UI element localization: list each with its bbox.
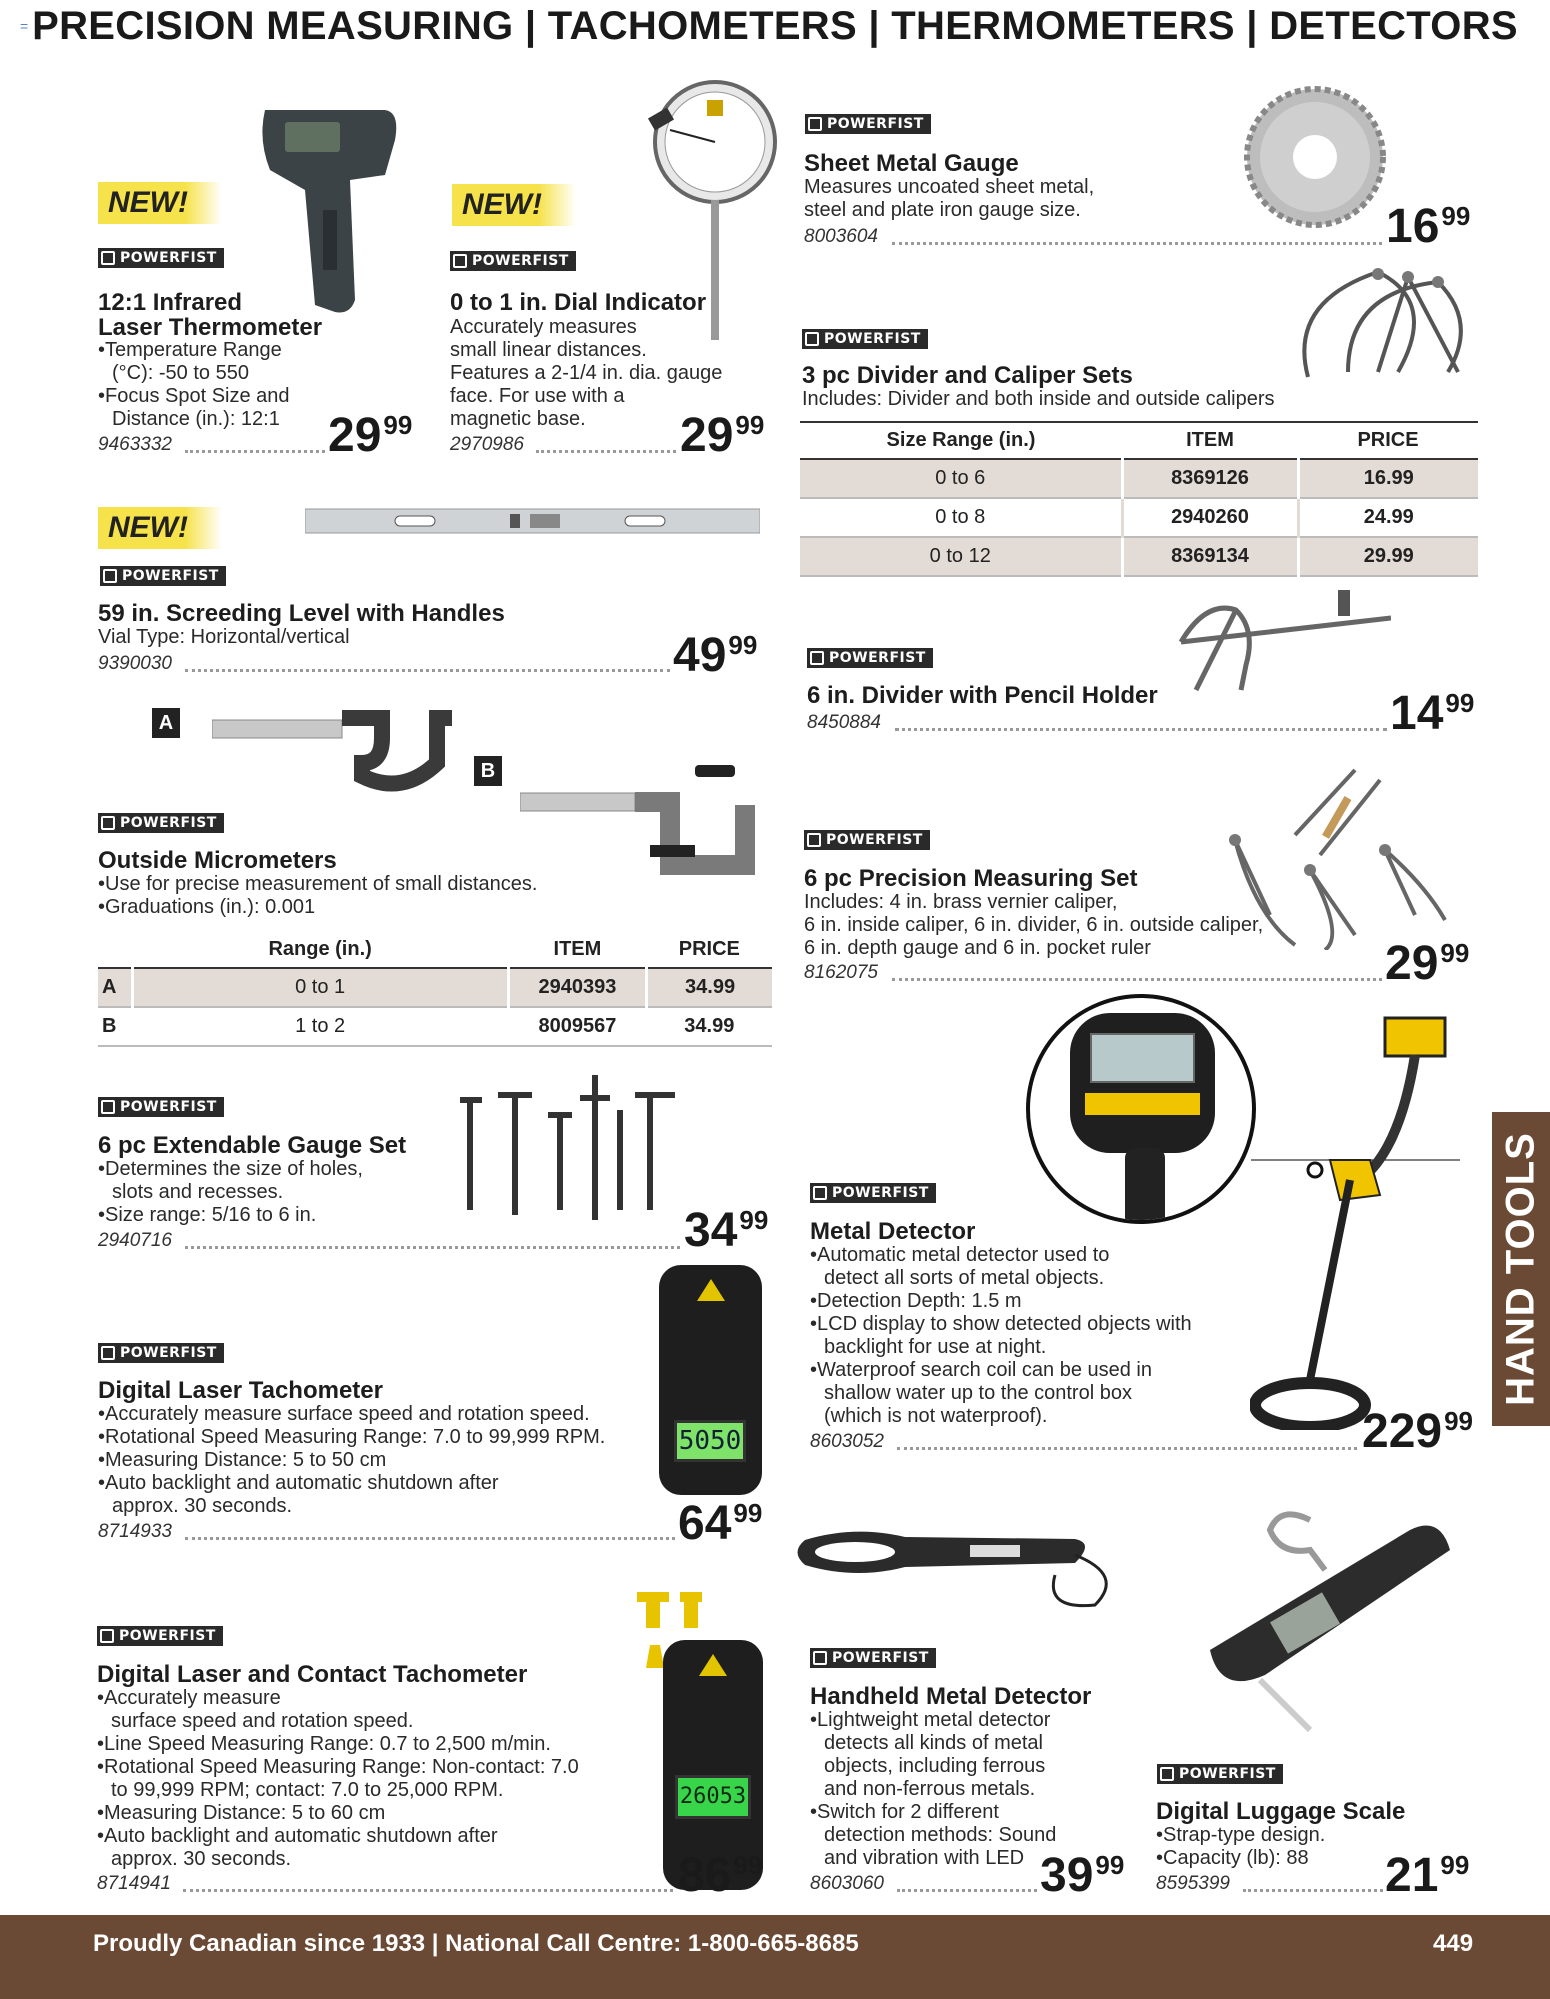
laser-warning-icon [699,1654,727,1676]
dot-leader [897,1447,1357,1450]
metal-detector-closeup [1026,994,1256,1224]
product-desc-caliper-sets: Includes: Divider and both inside and outside calipers [802,388,1275,410]
product-title-gauge-set: 6 pc Extendable Gauge Set [98,1132,407,1159]
product-title-precision-set: 6 pc Precision Measuring Set [804,865,1138,892]
price-contact-tachometer: $86^{99}$ [678,1849,763,1902]
sku-sheet-metal-gauge: 8003604 [804,226,878,247]
price-sheet-metal-gauge: $16^{99}$ [1386,200,1471,253]
product-title-metal-detector: Metal Detector [810,1218,976,1245]
powerfist-logo: POWERFIST [810,1183,936,1203]
dot-leader [185,669,670,672]
sku-contact-tachometer: 8714941 [97,1873,171,1894]
price-metal-detector: $229^{99}$ [1362,1405,1474,1458]
dot-leader [895,728,1387,731]
product-desc-gauge-set: •Determines the size of holes, slots and recesses. •Size range: 5/16 to 6 in. [98,1158,363,1226]
powerfist-logo: POWERFIST [98,1097,224,1117]
tachometer-display: 26053 [675,1775,751,1819]
product-title-laser-tachometer: Digital Laser Tachometer [98,1377,383,1404]
col-header-item: ITEM [508,932,646,968]
micrometers-table [98,932,772,1047]
dot-leader [1243,1889,1383,1892]
gauge-set-image [460,1070,685,1220]
product-desc-dial-indicator: Accurately measures small linear distances. Features a 2-1/4 in. dia. gauge face. For use with a magnetic base. [450,316,723,430]
sku-divider: 8450884 [807,712,881,733]
col-header-price: PRICE [647,932,772,968]
col-header-size-range: Size Range (in.) [800,422,1122,459]
dot-leader [897,1889,1037,1892]
dot-leader [536,450,676,453]
price-laser-tachometer: $64^{99}$ [678,1497,763,1550]
sku-dial-indicator: 2970986 [450,434,524,455]
dot-leader [892,242,1382,245]
dot-leader [185,1537,675,1540]
table-row: B 1 to 2 8009567 34.99 [98,1007,772,1046]
price-divider: $14^{99}$ [1390,687,1475,740]
sku-precision-set: 8162075 [804,962,878,983]
product-desc-micrometers: •Use for precise measurement of small distances. •Graduations (in.): 0.001 [98,873,538,918]
product-title-handheld-detector: Handheld Metal Detector [810,1683,1092,1710]
table-row: A 0 to 1 2940393 34.99 [98,968,772,1007]
sku-thermometer: 9463332 [98,434,172,455]
product-desc-precision-set: Includes: 4 in. brass vernier caliper, 6 in. inside caliper, 6 in. divider, 6 in. outside caliper, 6 in. depth gauge and 6 in. pocket ruler [804,891,1264,959]
divider-pencil-holder-image [1176,590,1391,695]
sku-laser-tachometer: 8714933 [98,1521,172,1542]
page-number: 449 [1433,1930,1474,1957]
powerfist-logo: POWERFIST [97,1626,223,1646]
dot-leader [185,450,325,453]
price-thermometer: $29^{99}$ [328,409,413,462]
table-row: 0 to 6 8369126 16.99 [800,459,1478,498]
table-row: 0 to 8 2940260 24.99 [800,498,1478,537]
product-title-screeding-level: 59 in. Screeding Level with Handles [98,600,505,627]
product-title-thermometer: 12:1 Infrared Laser Thermometer [98,289,323,341]
screeding-level-image [305,506,760,536]
product-title-caliper-sets: 3 pc Divider and Caliper Sets [802,362,1133,389]
laser-tachometer-image [659,1265,762,1495]
dot-leader [892,978,1382,981]
col-header-item: ITEM [1122,422,1298,459]
product-title-sheet-metal-gauge: Sheet Metal Gauge [804,150,1019,177]
price-handheld-detector: $39^{99}$ [1040,1849,1125,1902]
header-marker: = [20,18,29,34]
micrometer-a-image [212,708,452,798]
dot-leader [183,1889,673,1892]
col-header-range: Range (in.) [132,932,508,968]
sku-handheld-detector: 8603060 [810,1873,884,1894]
dot-leader [185,1246,680,1249]
product-desc-sheet-metal-gauge: Measures uncoated sheet metal, steel and plate iron gauge size. [804,176,1095,221]
new-badge: NEW! [98,507,222,549]
footer-text: Proudly Canadian since 1933 | National Call Centre: 1-800-665-8685 [93,1930,859,1957]
micrometer-b-image [520,765,760,880]
new-badge: NEW! [452,184,576,226]
powerfist-logo: POWERFIST [1157,1764,1283,1784]
powerfist-logo: POWERFIST [450,251,576,271]
price-gauge-set: $34^{99}$ [684,1204,769,1257]
sku-metal-detector: 8603052 [810,1431,884,1452]
product-desc-laser-tachometer: •Accurately measure surface speed and rotation speed. •Rotational Speed Measuring Range: 7.0 to 99,999 RPM. •Measuring Distance: 5 to 50 cm •Auto backlight and automatic shutdown after approx. 30 seconds. [98,1403,606,1517]
powerfist-logo: POWERFIST [98,248,224,268]
price-luggage-scale: $21^{99}$ [1385,1849,1470,1902]
product-desc-handheld-detector: •Lightweight metal detector detects all kinds of metal objects, including ferrous and non-ferrous metals. •Switch for 2 different detection methods: Sound and vibration with LED [810,1709,1057,1869]
sku-screeding-level: 9390030 [98,653,172,674]
powerfist-logo: POWERFIST [100,566,226,586]
product-title-dial-indicator: 0 to 1 in. Dial Indicator [450,289,707,316]
caliper-sets-table [800,421,1478,577]
product-title-micrometers: Outside Micrometers [98,847,337,874]
powerfist-logo: POWERFIST [805,114,931,134]
sku-gauge-set: 2940716 [98,1230,172,1251]
new-badge: NEW! [98,182,222,224]
page-title: PRECISION MEASURING | TACHOMETERS | THERMOMETERS | DETECTORS [32,4,1518,48]
product-title-luggage-scale: Digital Luggage Scale [1156,1798,1406,1825]
price-dial-indicator: $29^{99}$ [680,409,765,462]
product-desc-metal-detector: •Automatic metal detector used to detect all sorts of metal objects. •Detection Depth: 1.5 m •LCD display to show detected objects with backlight for use at night. •Waterproof search coil can be used in shallow water up to the control box (which is not waterproof). [810,1244,1192,1427]
product-desc-thermometer: •Temperature Range (°C): -50 to 550 •Focus Spot Size and Distance (in.): 12:1 [98,339,290,430]
table-row: 0 to 12 8369134 29.99 [800,537,1478,576]
powerfist-logo: POWERFIST [810,1648,936,1668]
product-desc-screeding-level: Vial Type: Horizontal/vertical [98,626,350,648]
powerfist-logo: POWERFIST [98,813,224,833]
sku-luggage-scale: 8595399 [1156,1873,1230,1894]
powerfist-logo: POWERFIST [802,329,928,349]
powerfist-logo: POWERFIST [98,1343,224,1363]
powerfist-logo: POWERFIST [804,830,930,850]
micrometer-a-label: A [152,708,180,738]
caliper-sets-image [1288,262,1478,382]
luggage-scale-image [1200,1510,1470,1735]
handheld-detector-image [795,1525,1125,1615]
laser-warning-icon [697,1279,725,1301]
product-desc-contact-tachometer: •Accurately measure surface speed and rotation speed. •Line Speed Measuring Range: 0.7 to 2,500 m/min. •Rotational Speed Measuring Range: Non-contact: 7.0 to 99,999 RPM; contact: 7.0 to 25,000 RPM. •Measuring Distance: 5 to 60 cm •Auto backlight and automatic shutdown after approx. 30 seconds. [97,1687,579,1870]
product-desc-luggage-scale: •Strap-type design. •Capacity (lb): 88 [1156,1824,1326,1869]
product-title-contact-tachometer: Digital Laser and Contact Tachometer [97,1661,528,1688]
sheet-metal-gauge-image [1235,85,1395,230]
product-title-divider: 6 in. Divider with Pencil Holder [807,682,1158,709]
infrared-thermometer-image [255,100,405,320]
tachometer-display: 5050 [674,1420,746,1462]
powerfist-logo: POWERFIST [807,648,933,668]
micrometer-b-label: B [474,756,502,786]
metal-detector-image [1250,1010,1460,1430]
price-precision-set: $29^{99}$ [1385,937,1470,990]
col-header-price: PRICE [1298,422,1478,459]
lcd-screen [1090,1033,1195,1083]
price-screeding-level: $49^{99}$ [673,629,758,682]
section-tab[interactable]: HAND TOOLS [1492,1112,1550,1426]
